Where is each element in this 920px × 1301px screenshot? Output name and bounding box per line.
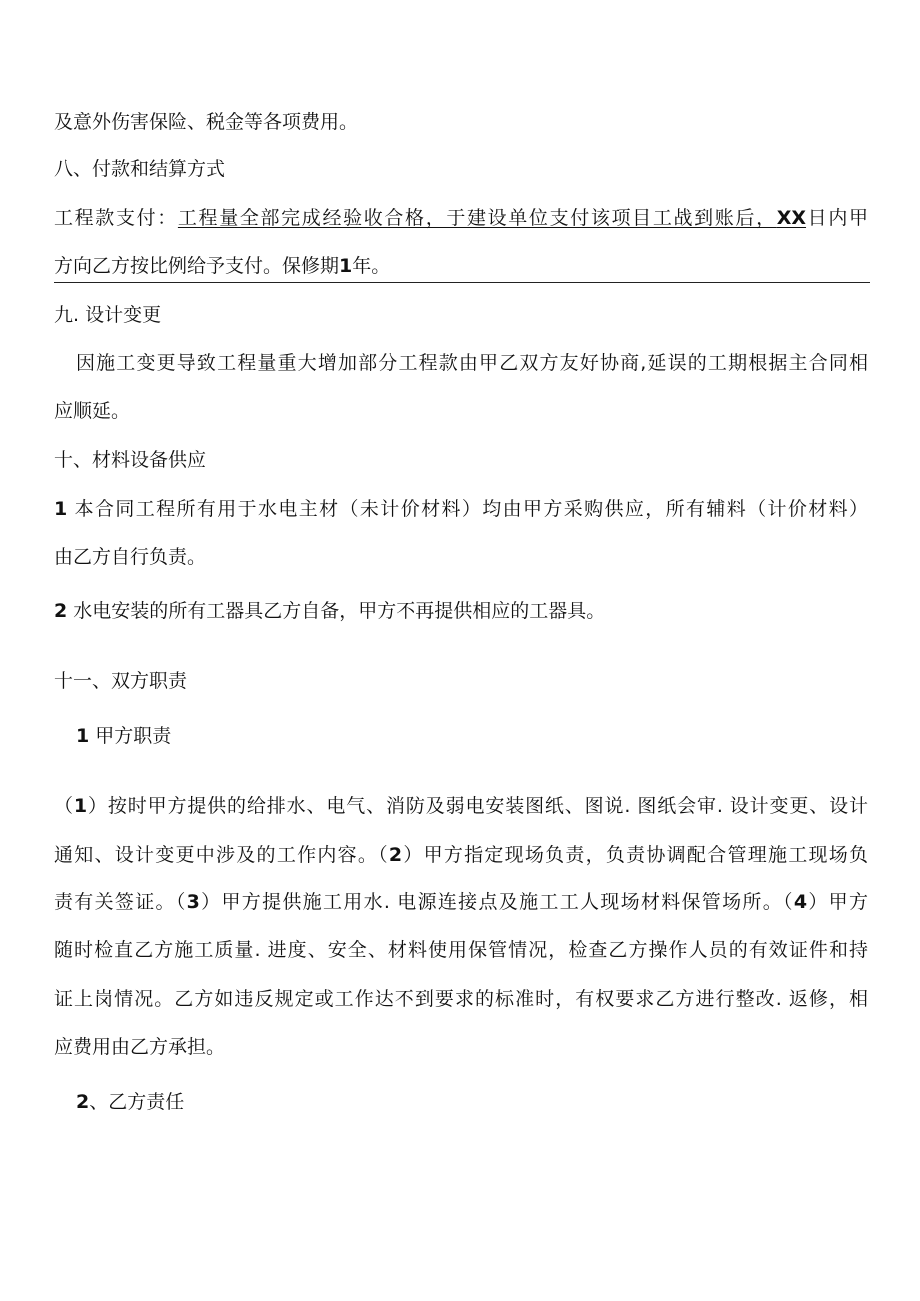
paragraph-duties-line-2 <box>54 843 868 867</box>
heading-section-9 <box>54 303 161 327</box>
paragraph-design-change-line-2 <box>54 399 130 423</box>
item-number: 1 <box>54 498 68 520</box>
text: 、乙方责任 <box>89 1091 185 1113</box>
heading-text: 九. 设计变更 <box>54 304 162 326</box>
text: ）按时甲方提供的给排水、电气、消防及弱电安装图纸、图说. 图纸会审. 设计变更、设计 <box>87 795 868 817</box>
payment-label: 工程款支付： <box>54 207 178 229</box>
text: （ <box>54 795 74 817</box>
text: 及意外伤害保险、税金等各项费用。 <box>54 111 359 133</box>
text: 本合同工程所有用于水电主材（未计价材料）均由甲方采购供应，所有辅料（计价材料） <box>74 498 868 520</box>
paragraph-duties-line-1 <box>54 794 868 818</box>
heading-section-11 <box>54 669 187 693</box>
divider-line <box>54 282 870 283</box>
subheading-party-a-duties <box>76 724 171 748</box>
item-number: 1 <box>76 725 90 747</box>
heading-text: 八、付款和结算方式 <box>54 158 226 180</box>
text: 水电安装的所有工器具乙方自备，甲方不再提供相应的工器具。 <box>73 600 606 622</box>
item-number: 4 <box>793 891 808 913</box>
paragraph-fees-end <box>54 110 358 134</box>
paragraph-materials-item-1-cont <box>54 545 206 569</box>
text: 应顺延。 <box>54 400 131 422</box>
warranty-years: 1 <box>339 255 353 277</box>
text: 随时检直乙方施工质量. 进度、安全、材料使用保管情况，检查乙方操作人员的有效证件和持 <box>54 939 868 961</box>
paragraph-duties-line-3 <box>54 890 868 914</box>
paragraph-payment-line-2 <box>54 254 390 278</box>
paragraph-design-change-line-1 <box>76 351 868 375</box>
paragraph-duties-line-5 <box>54 987 868 1011</box>
text: 年。 <box>352 255 391 277</box>
item-number: 2 <box>76 1091 90 1113</box>
paragraph-duties-line-6 <box>54 1035 225 1059</box>
item-number: 2 <box>388 844 403 866</box>
text: 由乙方自行负责。 <box>54 546 207 568</box>
text: ）甲方提供施工用水. 电源连接点及施工工人现场材料保管场所。（ <box>199 891 794 913</box>
text: 通知、设计变更中涉及的工作内容。（ <box>54 844 389 866</box>
text: 甲方职责 <box>95 725 172 747</box>
paragraph-materials-item-2 <box>54 599 605 623</box>
text: 方向乙方按比例给予支付。保修期 <box>54 255 340 277</box>
paragraph-materials-item-1 <box>54 497 868 521</box>
text: 责有关签证。（ <box>54 891 187 913</box>
subheading-party-b-duties <box>76 1090 184 1114</box>
text: ）甲方 <box>807 891 868 913</box>
text: 证上岗情况。乙方如违反规定或工作达不到要求的标准时，有权要求乙方进行整改. 返修，相 <box>54 988 868 1010</box>
payment-terms-underlined: 工程量全部完成经验收合格，于建设单位支付该项目工战到账后， <box>177 207 777 229</box>
paragraph-payment-line-1 <box>54 206 868 230</box>
heading-section-10 <box>54 448 206 472</box>
text: ）甲方指定现场负责，负责协调配合管理施工现场负 <box>402 844 868 866</box>
heading-text: 十一、双方职责 <box>54 670 188 692</box>
item-number: 1 <box>73 795 88 817</box>
payment-days-placeholder: XX <box>776 207 807 229</box>
text: 应费用由乙方承担。 <box>54 1036 226 1058</box>
payment-suffix: 日内甲 <box>806 207 868 229</box>
item-number: 3 <box>186 891 200 913</box>
paragraph-duties-line-4 <box>54 938 868 962</box>
heading-section-8 <box>54 157 225 181</box>
text: 因施工变更导致工程量重大增加部分工程款由甲乙双方友好协商,延误的工期根据主合同相 <box>76 352 868 374</box>
heading-text: 十、材料设备供应 <box>54 449 207 471</box>
item-number: 2 <box>54 600 68 622</box>
